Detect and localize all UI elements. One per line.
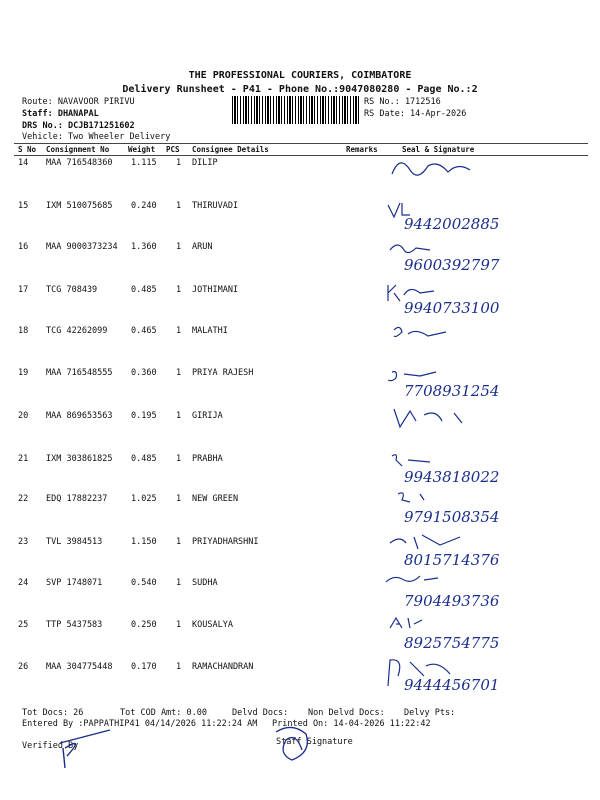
row-consignee: DILIP	[192, 158, 218, 168]
handwritten-signature	[380, 320, 590, 360]
entered-by: Entered By :PAPPATHIP41 04/14/2026 11:22:24 AM	[22, 719, 258, 729]
rs-number: RS No.: 1712516	[364, 97, 441, 107]
row-weight: 1.115	[131, 158, 157, 168]
row-sno: 16	[18, 242, 29, 252]
row-weight: 0.240	[131, 201, 157, 211]
signature-stroke	[394, 409, 462, 427]
row-consignment-no: TCG 42262099	[46, 326, 108, 336]
signature-stroke	[392, 163, 470, 175]
row-consignment-no: TCG 708439	[46, 285, 98, 295]
handwritten-signature	[380, 572, 590, 612]
row-pcs: 1	[176, 285, 182, 295]
row-weight: 0.485	[131, 454, 157, 464]
handwritten-signature	[380, 488, 590, 528]
row-pcs: 1	[176, 368, 182, 378]
row-sno: 23	[18, 537, 29, 547]
signature-stroke	[390, 618, 422, 628]
row-consignee: ARUN	[192, 242, 213, 252]
delivered-docs: Delvd Docs:	[232, 708, 289, 718]
signature-stroke	[386, 576, 438, 582]
row-consignee: RAMACHANDRAN	[192, 662, 254, 672]
total-cod: Tot COD Amt: 0.00	[120, 708, 207, 718]
row-consignee: NEW GREEN	[192, 494, 239, 504]
row-weight: 0.485	[131, 285, 157, 295]
row-sno: 22	[18, 494, 29, 504]
row-consignee: KOUSALYA	[192, 620, 233, 630]
signature-stroke	[398, 493, 424, 502]
col-consignment: Consignment No	[46, 145, 110, 154]
handwritten-phone: 9442002885	[404, 215, 500, 233]
row-pcs: 1	[176, 662, 182, 672]
row-pcs: 1	[176, 201, 182, 211]
vehicle: Vehicle: Two Wheeler Delivery	[22, 132, 171, 142]
handwritten-phone: 8925754775	[404, 634, 500, 652]
handwritten-signature	[380, 236, 590, 276]
row-sno: 21	[18, 454, 29, 464]
handwritten-phone: 7708931254	[404, 382, 500, 400]
row-consignment-no: IXM 303861825	[46, 454, 113, 464]
row-consignee: JOTHIMANI	[192, 285, 239, 295]
handwritten-signature	[380, 152, 590, 192]
handwritten-phone: 7904493736	[404, 592, 500, 610]
row-consignee: PRIYA RAJESH	[192, 368, 254, 378]
handwritten-signature	[380, 531, 590, 571]
row-pcs: 1	[176, 494, 182, 504]
row-consignee: SUDHA	[192, 578, 218, 588]
row-consignment-no: MAA 9000373234	[46, 242, 118, 252]
row-consignment-no: EDQ 17882237	[46, 494, 108, 504]
row-consignee: MALATHI	[192, 326, 228, 336]
col-remarks: Remarks	[346, 145, 378, 154]
row-pcs: 1	[176, 242, 182, 252]
col-consignee: Consignee Details	[192, 145, 269, 154]
row-weight: 0.250	[131, 620, 157, 630]
col-seal: Seal & Signature	[402, 145, 475, 154]
signature-stroke	[388, 372, 436, 381]
non-delivered-docs: Non Delvd Docs:	[308, 708, 385, 718]
row-weight: 1.150	[131, 537, 157, 547]
row-weight: 0.170	[131, 662, 157, 672]
printed-on: Printed On: 14-04-2026 11:22:42	[272, 719, 431, 729]
row-sno: 17	[18, 285, 29, 295]
row-consignment-no: MAA 716548360	[46, 158, 113, 168]
drs-number: DRS No.: DCJB171251602	[22, 121, 135, 131]
row-pcs: 1	[176, 537, 182, 547]
handwritten-phone: 9940733100	[404, 299, 500, 317]
handwritten-signature	[380, 195, 590, 235]
company-title: THE PROFESSIONAL COURIERS, COIMBATORE	[188, 70, 412, 81]
row-consignment-no: TVL 3984513	[46, 537, 103, 547]
row-weight: 0.360	[131, 368, 157, 378]
row-consignment-no: MAA 869653563	[46, 411, 113, 421]
row-pcs: 1	[176, 326, 182, 336]
row-pcs: 1	[176, 620, 182, 630]
handwritten-signature	[380, 362, 590, 402]
row-consignee: GIRIJA	[192, 411, 223, 421]
row-sno: 15	[18, 201, 29, 211]
row-weight: 1.025	[131, 494, 157, 504]
col-pcs: PCS	[166, 145, 180, 154]
handwritten-signature	[380, 279, 590, 319]
delivery-points: Delvy Pts:	[404, 708, 456, 718]
verified-signature	[55, 728, 115, 773]
row-sno: 14	[18, 158, 29, 168]
row-pcs: 1	[176, 454, 182, 464]
handwritten-phone: 9943818022	[404, 468, 500, 486]
signature-stroke	[390, 245, 430, 253]
verified-by-label: Verified By	[22, 741, 79, 751]
runsheet-title: Delivery Runsheet - P41 - Phone No.:9047080280 - Page No.:2	[122, 84, 478, 95]
rs-date: RS Date: 14-Apr-2026	[364, 109, 467, 119]
row-sno: 19	[18, 368, 29, 378]
signature-stroke	[394, 327, 446, 336]
row-pcs: 1	[176, 411, 182, 421]
staff: Staff: DHANAPAL	[22, 109, 99, 119]
row-weight: 1.360	[131, 242, 157, 252]
handwritten-signature	[380, 448, 590, 488]
handwritten-phone: 9600392797	[404, 256, 500, 274]
staff-signature-label: Staff Signature	[276, 737, 353, 747]
row-consignment-no: SVP 1748071	[46, 578, 103, 588]
handwritten-phone: 8015714376	[404, 551, 500, 569]
row-pcs: 1	[176, 578, 182, 588]
row-consignment-no: MAA 304775448	[46, 662, 113, 672]
row-weight: 0.465	[131, 326, 157, 336]
row-sno: 25	[18, 620, 29, 630]
divider	[14, 143, 588, 144]
route: Route: NAVAVOOR PIRIVU	[22, 97, 135, 107]
col-weight: Weight	[128, 145, 156, 154]
row-sno: 20	[18, 411, 29, 421]
handwritten-signature	[380, 405, 590, 445]
total-docs: Tot Docs: 26	[22, 708, 84, 718]
row-consignee: THIRUVADI	[192, 201, 239, 211]
handwritten-phone: 9791508354	[404, 508, 500, 526]
row-weight: 0.540	[131, 578, 157, 588]
signature-stroke	[390, 535, 460, 549]
staff-signature-mark	[272, 722, 312, 764]
col-sno: S No	[18, 145, 37, 154]
row-consignment-no: TTP 5437583	[46, 620, 103, 630]
handwritten-signature	[380, 656, 590, 696]
signature-stroke	[392, 455, 430, 466]
handwritten-phone: 9444456701	[404, 676, 500, 694]
barcode	[232, 96, 360, 124]
row-sno: 26	[18, 662, 29, 672]
row-consignee: PRIYADHARSHNI	[192, 537, 259, 547]
row-consignee: PRABHA	[192, 454, 223, 464]
row-sno: 18	[18, 326, 29, 336]
row-weight: 0.195	[131, 411, 157, 421]
row-pcs: 1	[176, 158, 182, 168]
handwritten-signature	[380, 614, 590, 654]
row-consignment-no: MAA 716548555	[46, 368, 113, 378]
row-consignment-no: IXM 510075685	[46, 201, 113, 211]
row-sno: 24	[18, 578, 29, 588]
